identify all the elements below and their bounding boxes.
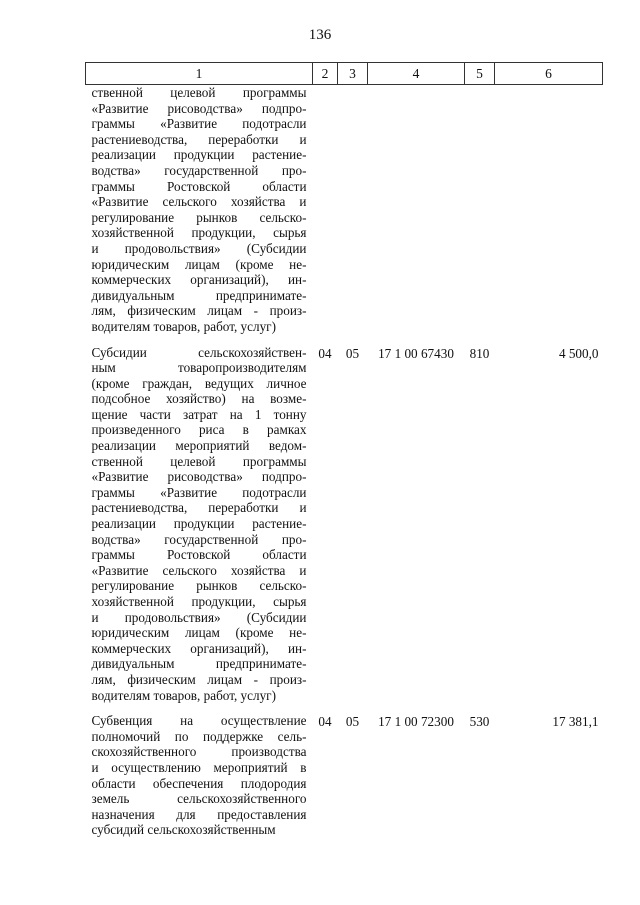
description-line: земель сельскохозяйственного: [91, 791, 307, 807]
description-line: растениеводства, переработки и: [91, 500, 307, 516]
budget-table: [85, 62, 603, 838]
description-line: граммы «Развитие подотрасли: [91, 484, 307, 500]
description-line: реализации мероприятий ведом-: [91, 438, 307, 454]
description-line: коммерческих организаций), ин-: [91, 272, 307, 288]
description-line: «Развитие сельского хозяйства и: [91, 194, 307, 210]
description-line: реализации продукции растение-: [91, 147, 307, 163]
cell-section: [313, 85, 338, 345]
description-line: юридическим лицам (кроме не-: [91, 256, 307, 272]
description-line: произведенного риса в рамках: [91, 422, 307, 438]
description-line: растениеводства, переработки и: [91, 131, 307, 147]
description-line: щение части затрат на 1 тонну: [91, 406, 307, 422]
description-line: лям, физическим лицам - произ-: [91, 303, 307, 319]
description-line: дивидуальным предпринимате-: [91, 656, 307, 672]
description-line: назначения для предоставления: [91, 806, 307, 822]
description-line: субсидий сельскохозяйственным: [91, 822, 276, 838]
description-line: ным товаропроизводителям: [91, 360, 307, 376]
description-line: скохозяйственного производства: [91, 744, 307, 760]
column-header-expense-type: 5: [465, 63, 495, 85]
description-line: водителям товаров, работ, услуг): [91, 318, 276, 334]
cell-target-article: 17 1 00 67430: [378, 345, 454, 361]
cell-section: 04: [318, 345, 332, 361]
table-row: [86, 345, 603, 714]
description-line: водства» государственной про-: [91, 162, 307, 178]
table-row: [86, 713, 603, 838]
description-line: водителям товаров, работ, услуг): [91, 687, 276, 703]
cell-amount: 4 500,0: [558, 345, 599, 361]
description-line: ственной целевой программы: [91, 453, 307, 469]
row-description: [86, 345, 313, 714]
page-number: 136: [308, 27, 332, 43]
cell-amount: 17 381,1: [552, 714, 599, 730]
cell-target-article: [368, 85, 465, 345]
description-line: лям, физическим лицам - произ-: [91, 671, 307, 687]
description-line: коммерческих организаций), ин-: [91, 640, 307, 656]
table-row: [86, 85, 603, 345]
description-line: области обеспечения плодородия: [91, 775, 307, 791]
description-line: Субвенция на осуществление: [91, 713, 307, 729]
description-line: граммы Ростовской области: [91, 547, 307, 563]
cell-expense-type: [465, 85, 495, 345]
description-line: хозяйственной продукции, сырья: [91, 594, 307, 609]
row-description: [86, 85, 313, 345]
table-header: [86, 63, 603, 85]
cell-target-article: 17 1 00 72300: [378, 714, 454, 730]
column-header-section: 2: [313, 63, 338, 85]
description-line: и продовольствия» (Субсидии: [91, 609, 307, 625]
row-description: [86, 713, 313, 838]
cell-amount: [495, 85, 603, 345]
description-line: граммы «Развитие подотрасли: [91, 116, 307, 132]
cell-subsection: 05: [345, 345, 360, 361]
description-line: и осуществлению мероприятий в: [91, 759, 307, 775]
column-header-target-article: 4: [368, 63, 465, 85]
description-line: водства» государственной про-: [91, 531, 307, 547]
cell-section: 04: [318, 714, 332, 730]
cell-subsection: [338, 85, 368, 345]
description-line: дивидуальным предпринимате-: [91, 287, 307, 303]
description-line: и продовольствия» (Субсидии: [91, 240, 307, 256]
description-line: «Развитие сельского хозяйства и: [91, 562, 307, 578]
column-header-name: 1: [86, 63, 313, 85]
cell-expense-type: 530: [469, 714, 490, 730]
description-line: регулирование рынков сельско-: [91, 209, 307, 225]
description-line: ственной целевой программы: [91, 85, 307, 100]
description-line: граммы Ростовской области: [91, 178, 307, 194]
table-body: [86, 85, 603, 838]
column-header-amount: 6: [495, 63, 603, 85]
description-line: (кроме граждан, ведущих личное: [91, 375, 307, 391]
description-line: хозяйственной продукции, сырья: [91, 225, 307, 241]
description-line: полномочий по поддержке сель-: [91, 728, 307, 744]
cell-expense-type: 810: [469, 345, 490, 361]
column-header-subsection: 3: [338, 63, 368, 85]
description-line: подсобное хозяйство) на возме-: [91, 391, 307, 407]
description-line: «Развитие рисоводства» подпро-: [91, 100, 307, 116]
description-line: реализации продукции растение-: [91, 516, 307, 532]
cell-subsection: 05: [345, 714, 360, 730]
description-line: Субсидии сельскохозяйствен-: [91, 344, 307, 360]
description-line: «Развитие рисоводства» подпро-: [91, 469, 307, 485]
description-line: юридическим лицам (кроме не-: [91, 625, 307, 641]
description-line: регулирование рынков сельско-: [91, 578, 307, 594]
